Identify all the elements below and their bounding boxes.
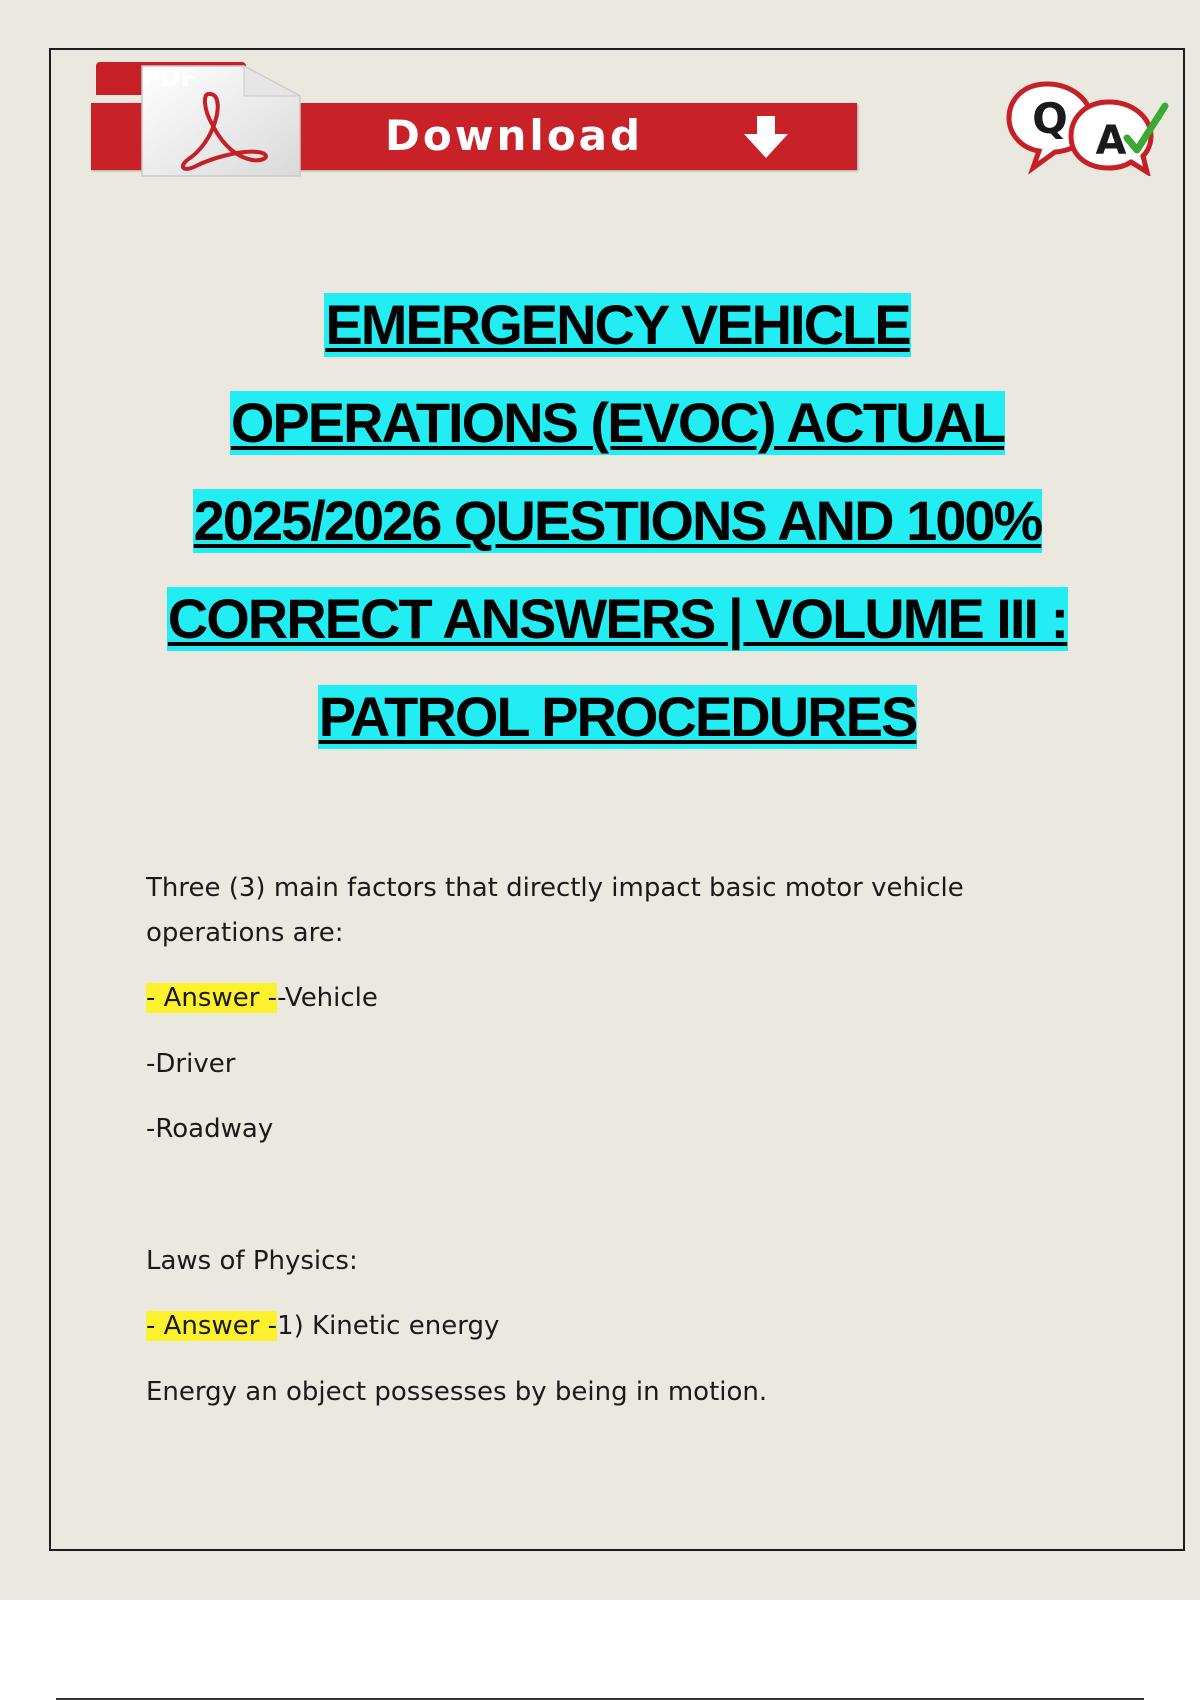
question-text [146, 866, 1046, 956]
down-arrow-icon [740, 114, 792, 160]
svg-text:Q: Q [1032, 94, 1068, 143]
answer-line: -Roadway [146, 1114, 274, 1144]
pdf-tab-label: PDF [143, 64, 197, 92]
answer-line [146, 1304, 1046, 1349]
question-line: operations are: [146, 918, 344, 948]
title-line: OPERATIONS (EVOC) ACTUAL [230, 391, 1005, 454]
svg-text:A: A [1095, 118, 1127, 164]
title-line: EMERGENCY VEHICLE [325, 293, 910, 356]
download-label: Download [385, 111, 644, 160]
question-line: Three (3) main factors that directly impact basic motor vehicle [146, 873, 964, 903]
question-text: Laws of Physics: [146, 1246, 358, 1276]
answer-line [146, 976, 1046, 1021]
title-line: 2025/2026 QUESTIONS AND 100% [193, 489, 1042, 552]
title-line: CORRECT ANSWERS | VOLUME III : [167, 587, 1068, 650]
answer-text: -Vehicle [277, 983, 378, 1013]
answer-text: 1) Kinetic energy [277, 1311, 500, 1341]
answer-label: - Answer - [146, 1311, 278, 1341]
answer-line: -Driver [146, 1049, 236, 1079]
title-line: PATROL PROCEDURES [318, 685, 917, 748]
answer-label: - Answer - [146, 983, 278, 1013]
answer-line: Energy an object possesses by being in motion. [146, 1377, 768, 1407]
document-title [60, 293, 1175, 783]
qa-check-logo [1005, 76, 1170, 176]
